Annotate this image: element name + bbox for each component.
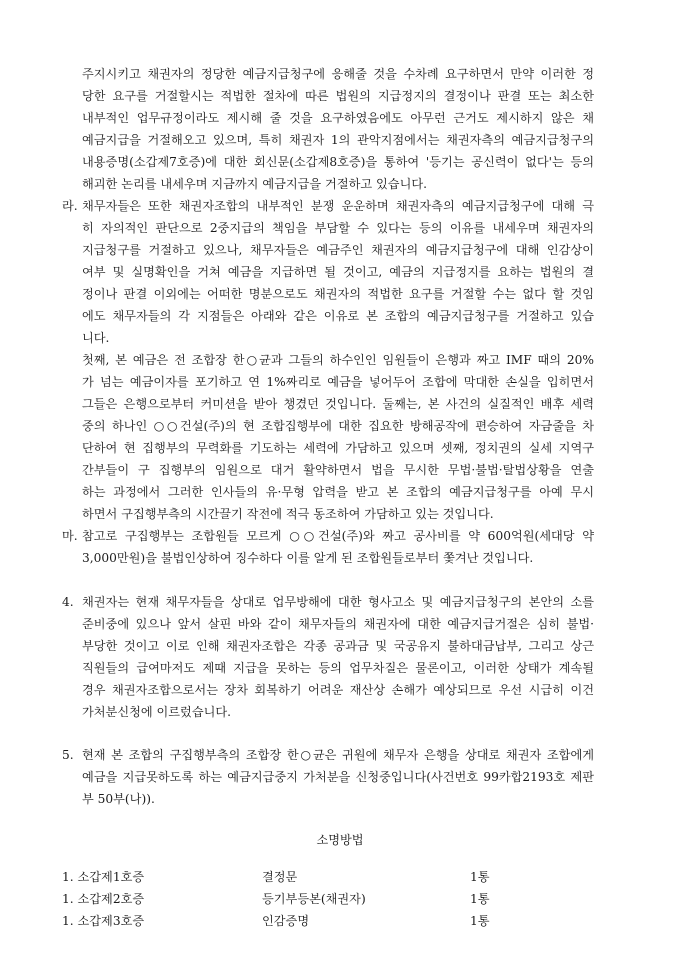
evidence-name: 등기부등본(채권자) <box>262 892 366 906</box>
evidence-label: 1. 소갑제2호증 <box>62 892 145 906</box>
paragraph-marker: 5. <box>62 748 74 762</box>
paragraph-marker: 라. <box>62 199 78 213</box>
text-line: 하면서 구집행부측의 시간끌기 작전에 적극 동조하여 가담하고 있는 것입니다. <box>82 507 494 521</box>
paragraph-marker: 4. <box>62 595 74 609</box>
evidence-label: 1. 소갑제1호증 <box>62 870 145 884</box>
text-line: 여부 및 실명확인을 거쳐 예금을 지급하면 될 것이고, 예금의 지급정지를 요하는 법원의 결 <box>82 265 594 279</box>
evidence-count: 1통 <box>470 892 490 906</box>
text-line: 정이나 판결 이외에는 어떠한 명분으로도 채권자의 적법한 요구를 거절할 수는 없다 할 것임 <box>82 287 594 301</box>
text-line: 예금지급을 거절해오고 있으며, 특히 채권자 1의 관악지점에서는 채권자측의 예금지급청구의 <box>82 133 594 147</box>
text-line: 3,000만원)을 불법인상하여 징수하다 이를 알게 된 조합원들로부터 쫓겨난 것입니다. <box>82 551 534 565</box>
text-line: 채권자는 현재 채무자들을 상대로 업무방해에 대한 형사고소 및 예금지급청구의 본안의 소를 <box>82 595 594 609</box>
text-line: 하는 과정에서 그러한 인사들의 유·무형 압력을 받고 본 조합의 예금지급청구를 아예 무시 <box>82 485 594 499</box>
evidence-name: 결정문 <box>262 870 298 884</box>
text-line: 내용증명(소갑제7호증)에 대한 회신문(소갑제8호증)을 통하여 '등기는 공신력이 없다'는 등의 <box>82 155 594 169</box>
text-line: 단하여 현 집행부의 무력화를 기도하는 세력에 가담하고 있으며 셋째, 정치권의 실세 지역구 <box>82 441 594 455</box>
text-line: 예금을 지급못하도록 하는 예금지급중지 가처분을 신청중입니다(사건번호 99카합2193호 제판 <box>82 770 594 784</box>
text-line: 참고로 구집행부는 조합원들 모르게 ○○건설(주)와 짜고 공사비를 약 600억원(세대당 약 <box>82 529 594 543</box>
text-line: 주지시키고 채권자의 정당한 예금지급청구에 응해줄 것을 수차례 요구하면서 만약 이러한 정 <box>82 67 594 81</box>
text-line: 준비중에 있으나 앞서 살핀 바와 같이 채무자들의 채권자에 대한 예금지급거절은 심히 불법· <box>82 617 594 631</box>
evidence-title: 소명방법 <box>316 833 364 847</box>
text-line: 부당한 것이고 이로 인해 채권자조합은 각종 공과금 및 국공유지 불하대금납부, 그리고 상근 <box>82 639 594 653</box>
text-line: 채무자들은 또한 채권자조합의 내부적인 분쟁 운운하며 채권자측의 예금지급청구에 대해 극 <box>82 199 594 213</box>
text-line: 지급청구를 거절하고 있으나, 채무자들은 예금주인 채권자의 예금지급청구에 대해 인감상이 <box>82 243 594 257</box>
evidence-label: 1. 소갑제3호증 <box>62 914 145 928</box>
text-line: 부 50부(나)). <box>82 792 155 806</box>
evidence-count: 1통 <box>470 914 490 928</box>
text-line: 첫째, 본 예금은 전 조합장 한○균과 그들의 하수인인 임원들이 은행과 짜고 IMF 때의 20% <box>82 353 594 367</box>
text-line: 에도 채무자들의 각 지점들은 아래와 같은 이유로 본 조합의 예금지급청구를 거절하고 있습 <box>82 309 594 323</box>
text-line: 직원들의 급여마저도 제때 지급을 못하는 등의 업무차질은 물론이고, 이러한 상태가 계속될 <box>82 661 594 675</box>
text-line: 당한 요구를 거절할시는 적법한 절차에 따른 법원의 지급정지의 결정이나 판결 또는 최소한 <box>82 89 594 103</box>
text-line: 내부적인 업무규정이라도 제시해 줄 것을 요구하였음에도 아무런 근거도 제시하지 않은 채 <box>82 111 594 125</box>
text-line: 경우 채권자조합으로서는 장차 회복하기 어려운 재산상 손해가 예상되므로 우선 시급히 이건 <box>82 683 594 697</box>
text-line: 해괴한 논리를 내세우며 지금까지 예금지급을 거절하고 있습니다. <box>82 177 427 191</box>
text-line: 현재 본 조합의 구집행부측의 조합장 한○균은 귀원에 채무자 은행을 상대로 채권자 조합에게 <box>82 748 594 762</box>
text-line: 그들은 은행으로부터 커미션을 받아 챙겼던 것입니다. 둘째는, 본 사건의 실질적인 배후 세력 <box>82 397 594 411</box>
evidence-count: 1통 <box>470 870 490 884</box>
text-line: 가 넘는 예금이자를 포기하고 연 1%짜리로 예금을 넣어두어 조합에 막대한 손실을 입히면서 <box>82 375 594 389</box>
text-line: 중의 하나인 ○○건설(주)의 현 조합집행부에 대한 집요한 방해공작에 편승하여 자금줄을 차 <box>82 419 594 433</box>
paragraph-marker: 마. <box>62 529 78 543</box>
text-line: 가처분신청에 이르렀습니다. <box>82 705 232 719</box>
text-line: 니다. <box>82 331 110 345</box>
evidence-name: 인감증명 <box>262 914 310 928</box>
text-line: 간부들이 구 집행부의 임원으로 대거 활약하면서 법을 무시한 무법·불법·탈법상황을 연출 <box>82 463 594 477</box>
text-line: 히 자의적인 판단으로 2중지급의 책임을 부담할 수 있다는 등의 이유를 내세우며 채권자의 <box>82 221 594 235</box>
